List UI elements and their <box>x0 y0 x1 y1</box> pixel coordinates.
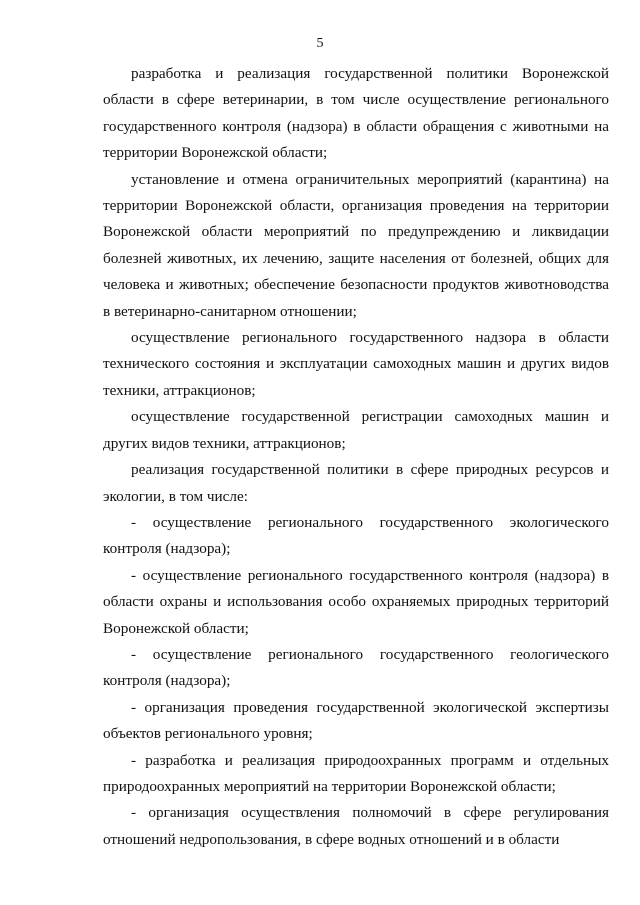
paragraph-geological-control: - осуществление регионального государственного геологического контроля (надзора); <box>103 645 609 690</box>
paragraph-ecological-control: - осуществление регионального государственного экологического контроля (надзора); <box>103 513 609 558</box>
page-number: 5 <box>316 36 324 51</box>
paragraph-protected-territories: - осуществление регионального государственного контроля (надзора) в области охраны и использования особо охраняемых природных территорий Воронежской области; <box>103 566 609 637</box>
paragraph-subsoil-water-relations: - организация осуществления полномочий в сфере регулирования отношений недропользования, в сфере водных отношений и в области <box>103 804 609 848</box>
paragraph-environmental-programs: - разработка и реализация природоохранных программ и отдельных природоохранных мероприятий на территории Воронежской области; <box>103 751 609 795</box>
paragraph-ecology-policy: реализация государственной политики в сфере природных ресурсов и экологии, в том числе: <box>103 461 609 505</box>
paragraph-veterinary-policy: разработка и реализация государственной политики Воронежской области в сфере ветеринарии, в том числе осуществление регионального государственного контроля (надзора) в области обращения с животными на территории Воронежской области; <box>103 65 609 162</box>
paragraph-machine-supervision: осуществление регионального государственного надзора в области технического состояния и эксплуатации самоходных машин и других видов техники, аттракционов; <box>103 329 609 399</box>
document-body <box>103 61 609 853</box>
paragraph-ecological-expertise: - организация проведения государственной экологической экспертизы объектов регионального уровня; <box>103 698 609 743</box>
paragraph-quarantine: установление и отмена ограничительных мероприятий (карантина) на территории Воронежской области, организация проведения на территории Воронежской области мероприятий по предупреждению и ликвидации болезней животных, их лечению, защите населения от болезней, общих для человека и животных; обеспечение безопасности продуктов животноводства в ветеринарно-санитарном отношении; <box>103 170 609 320</box>
paragraph-machine-registration: осуществление государственной регистрации самоходных машин и других видов техники, аттракционов; <box>103 408 609 452</box>
